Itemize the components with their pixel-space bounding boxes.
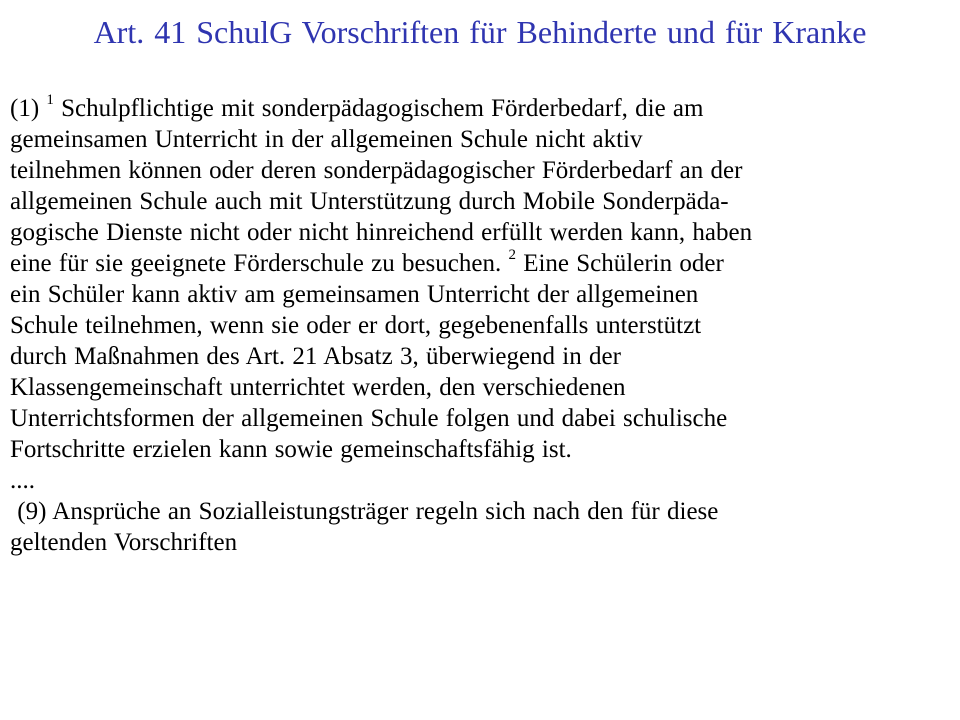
paragraph-1-line-11: Unterrichtsformen der allgemeinen Schule folgen und dabei schulische <box>10 405 728 432</box>
sentence-2-marker: 2 <box>508 246 516 263</box>
paragraph-1-line-6 <box>10 248 950 279</box>
paragraph-1-line-10: Klassengemeinschaft unterrichtet werden, den verschiedenen <box>10 374 626 401</box>
paragraph-1-line-6-text: eine für sie geeignete Förderschule zu besuchen. <box>10 250 502 277</box>
paragraph-1-line-5: gogische Dienste nicht oder nicht hinreichend erfüllt werden kann, haben <box>10 219 753 246</box>
paragraph-1-line-8: Schule teilnehmen, wenn sie oder er dort, gegebenenfalls unterstützt <box>10 312 702 339</box>
paragraph-1-line-1 <box>10 93 950 124</box>
paragraph-1-line-12: Fortschritte erzielen kann sowie gemeinschaftsfähig ist. <box>10 436 572 463</box>
paragraph-1-line-4: allgemeinen Schule auch mit Unterstützung durch Mobile Sonderpäda- <box>10 188 729 215</box>
paragraph-1-line-3: teilnehmen können oder deren sonderpädagogischer Förderbedarf an der <box>10 157 743 184</box>
paragraph-1-line-9: durch Maßnahmen des Art. 21 Absatz 3, überwiegend in der <box>10 343 621 370</box>
paragraph-1-line-1-text: Schulpflichtige mit sonderpädagogischem Förderbedarf, die am <box>61 95 704 122</box>
law-text-body <box>10 93 950 558</box>
sentence-1-marker: 1 <box>46 91 54 108</box>
paragraph-1-line-2: gemeinsamen Unterricht in der allgemeinen Schule nicht aktiv <box>10 126 643 153</box>
paragraph-1-line-7: ein Schüler kann aktiv am gemeinsamen Unterricht der allgemeinen <box>10 281 699 308</box>
omission-ellipsis: .... <box>10 467 35 494</box>
paragraph-9-line-2: geltenden Vorschriften <box>10 529 238 556</box>
paragraph-1-number: (1) <box>10 95 40 122</box>
paragraph-9-line-1: (9) Ansprüche an Sozialleistungsträger regeln sich nach den für diese <box>10 498 719 525</box>
paragraph-1-line-6-text-after: Eine Schülerin oder <box>523 250 724 277</box>
slide-title: Art. 41 SchulG Vorschriften für Behinderte und für Kranke <box>93 14 867 50</box>
